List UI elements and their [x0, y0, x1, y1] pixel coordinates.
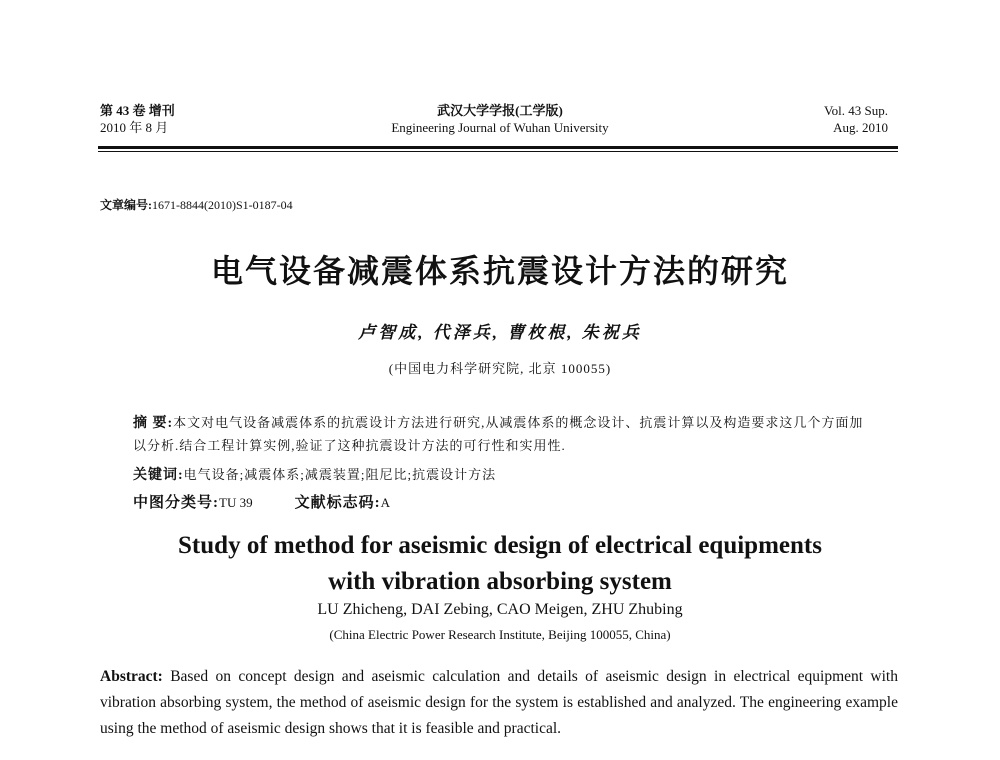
doc-code-value: A — [380, 495, 390, 510]
article-number-value: 1671-8844(2010)S1-0187-04 — [152, 198, 293, 212]
abstract-cn-label: 摘 要: — [133, 416, 174, 431]
header-volume-en — [824, 102, 888, 136]
date-cn: 2010 年 8 月 — [100, 120, 169, 135]
header-volume-cn — [100, 102, 175, 136]
title-en — [0, 528, 1000, 600]
abstract-en-label: Abstract: — [100, 668, 163, 685]
abstract-en — [100, 664, 898, 742]
abstract-cn-text: 本文对电气设备减震体系的抗震设计方法进行研究,从减震体系的概念设计、抗震计算以及构造要求这几个方面加以分析.结合工程计算实例,验证了这种抗震设计方法的可行性和实用性. — [133, 415, 864, 453]
date-en: Aug. 2010 — [833, 120, 888, 135]
volume-cn: 第 43 卷 增刊 — [100, 103, 175, 118]
abstract-cn — [133, 412, 868, 457]
keywords-cn-label: 关键词: — [133, 468, 184, 483]
keywords-cn — [133, 464, 496, 484]
article-number-label: 文章编号: — [100, 198, 152, 212]
affiliation-cn: (中国电力科学研究院, 北京 100055) — [388, 361, 612, 376]
clc-label: 中图分类号: — [133, 495, 219, 511]
title-en-line1: Study of method for aseismic design of electrical equipments — [178, 532, 822, 559]
journal-header — [300, 102, 700, 136]
header-rule-thick — [98, 146, 898, 149]
authors-en: LU Zhicheng, DAI Zebing, CAO Meigen, ZHU Zhubing — [317, 601, 683, 618]
title-cn: 电气设备减震体系抗震设计方法的研究 — [210, 252, 789, 290]
article-number — [100, 196, 293, 213]
abstract-en-text: Based on concept design and aseismic calculation and details of aseismic design in electrical equipment with vibration absorbing system, the method of aseismic design for the system is established and analyzed. The engineering example using the method of aseismic design shows that it is feasible and practical. — [100, 668, 898, 737]
journal-name-cn: 武汉大学学报(工学版) — [437, 103, 563, 118]
volume-en: Vol. 43 Sup. — [823, 103, 888, 118]
authors-cn: 卢智成, 代泽兵, 曹枚根, 朱祝兵 — [358, 323, 642, 342]
clc-value: TU 39 — [219, 495, 253, 510]
keywords-cn-text: 电气设备;减震体系;减震装置;阻尼比;抗震设计方法 — [183, 467, 497, 482]
journal-name-en: Engineering Journal of Wuhan University — [391, 120, 609, 135]
title-en-line2: with vibration absorbing system — [328, 568, 672, 595]
classification-cn — [133, 491, 390, 512]
header-rule-thin — [98, 151, 898, 152]
doc-code-label: 文献标志码: — [294, 495, 381, 511]
affiliation-en: (China Electric Power Research Institute, Beijing 100055, China) — [329, 627, 671, 642]
